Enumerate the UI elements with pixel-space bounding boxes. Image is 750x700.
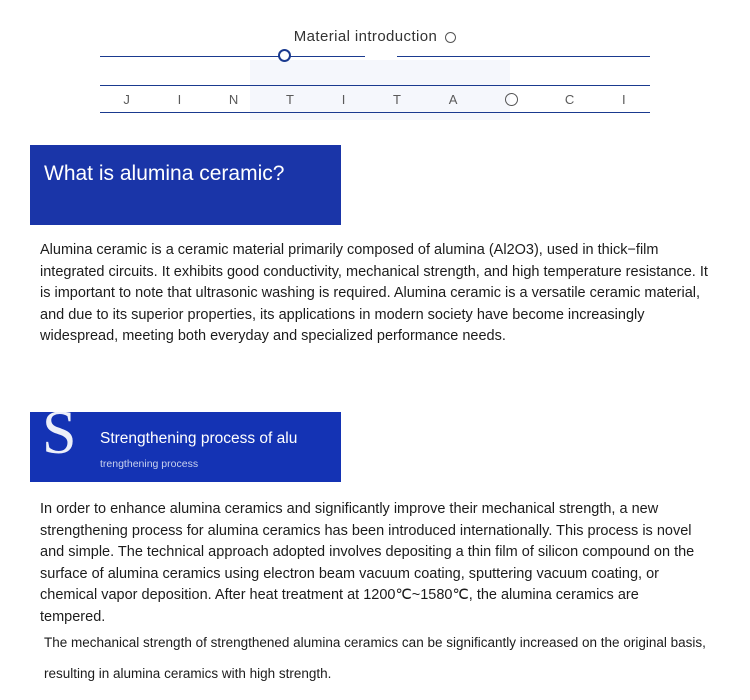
page-header (100, 28, 650, 113)
header-rule-dot-icon (278, 49, 291, 62)
section-1-heading-block (30, 145, 341, 225)
brand-letter-o-circle-icon (505, 93, 518, 106)
header-rule-right (397, 56, 650, 57)
brand-letter: N (228, 91, 240, 107)
brand-letter: I (177, 91, 183, 107)
brand-letter: A (448, 91, 459, 107)
section-2-body-text: In order to enhance alumina ceramics and significantly improve their mechanical strength, a new strengthening process for alumina ceramics has been introduced internationally. This process is novel and simple. The technical approach adopted involves depositing a thin film of silicon compound on the surface of alumina ceramics using electron beam vacuum coating, sputtering vacuum coating, or chemical vapor deposition. After heat treatment at 1200℃~1580℃, the alumina ceramics are tempered. (40, 501, 695, 625)
header-title (100, 28, 650, 45)
section-2-footnote-text: The mechanical strength of strengthened alumina ceramics can be significantly increased on the original basis, resulting in alumina ceramics with high strength. (44, 635, 706, 681)
brand-letter: T (393, 91, 402, 107)
header-rule-left (100, 56, 365, 57)
section-2-subheading-text: trengthening process (100, 458, 199, 470)
brand-letter: I (621, 91, 627, 107)
brand-letter: C (564, 91, 576, 107)
circle-outline-icon (445, 32, 456, 43)
section-2-heading-text: Strengthening process of alu (100, 430, 298, 447)
brand-letter: J (123, 91, 131, 107)
brand-letter: I (341, 91, 347, 107)
header-title-text: Material introduction (293, 28, 438, 45)
brand-letter-bar (100, 85, 650, 113)
section-2-heading-block (30, 412, 341, 482)
brand-letter: T (286, 91, 295, 107)
section-1-body-text: Alumina ceramic is a ceramic material primarily composed of alumina (Al2O3), used in thick−film integrated circuits. It exhibits good conductivity, mechanical strength, and high temperature resistance. It is important to note that ultrasonic washing is required. Alumina ceramic is a versatile ceramic material, and due to its superior properties, its applications in modern society have become increasingly widespread, meeting both everyday and specialized performance needs. (40, 242, 708, 344)
section-2-drop-cap: S (42, 412, 77, 467)
section-1-heading-text: What is alumina ceramic? (44, 162, 285, 185)
